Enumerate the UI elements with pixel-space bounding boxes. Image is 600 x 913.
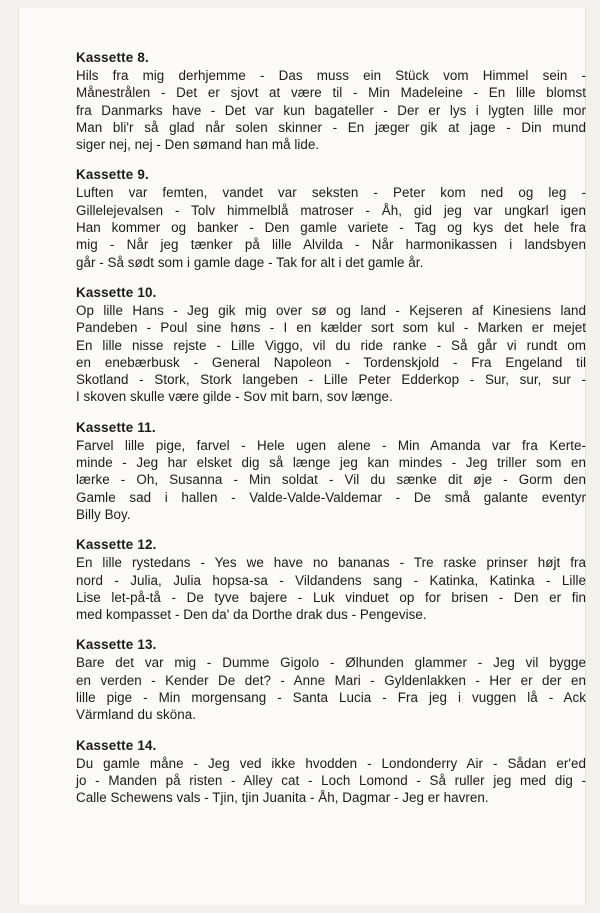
cassette-heading: Kassette 8.	[76, 50, 149, 65]
song-list-line: minde - Jeg har elsket dig så længe jeg kan mindes - Jeg triller som en	[76, 455, 586, 471]
song-list-line: nord - Julia, Julia hopsa-sa - Vildandens sang - Katinka, Katinka - Lille	[76, 572, 586, 588]
cassette-heading: Kassette 12.	[76, 537, 157, 553]
song-list-line: fra Danmarks have - Det var kun bagateller - Der er lys i lygten lille mor	[76, 102, 586, 118]
cassette-section	[76, 536, 586, 623]
song-list-line: en verden - Kender De det? - Anne Mari - Gyldenlakken - Her er der en	[76, 672, 586, 688]
song-list-line: Billy Boy.	[76, 506, 131, 522]
song-list-line: Farvel lille pige, farvel - Hele ugen alene - Min Amanda var fra Kerte-	[76, 437, 586, 453]
song-list-line: jo - Manden på risten - Alley cat - Loch Lomond - Så ruller jeg med dig -	[76, 772, 586, 788]
song-list-line: En lille rystedans - Yes we have no bananas - Tre raske prinser højt fra	[76, 555, 586, 571]
song-list-line: Månestrålen - Det er sjovt at være til - Min Madeleine - En lille blomst	[76, 85, 586, 101]
song-list-line: Lise let-på-tå - De tyve bajere - Luk vinduet op for brisen - Den er fin	[76, 589, 586, 605]
song-list-line: med kompasset - Den da' da Dorthe drak dus - Pengevise.	[76, 607, 427, 623]
cassette-section	[76, 419, 586, 523]
song-list-line: Skotland - Stork, Stork langeben - Lille Peter Edderkop - Sur, sur, sur -	[76, 372, 586, 388]
song-list-line: Op lille Hans - Jeg gik mig over sø og land - Kejseren af Kinesiens land	[76, 302, 586, 318]
cassette-section	[76, 49, 586, 153]
song-list-line: går - Så sødt som i gamle dage - Tak for alt i det gamle år.	[76, 254, 424, 270]
song-list-line: Bare det var mig - Dumme Gigolo - Ølhunden glammer - Jeg vil bygge	[76, 655, 586, 671]
song-list-line: siger nej, nej - Den sømand han må lide.	[76, 137, 320, 153]
song-list-line: Gamle sad i hallen - Valde-Valde-Valdemar - De små galante eventyr	[76, 489, 586, 505]
cassette-heading: Kassette 10.	[76, 284, 157, 300]
song-list-line: lærke - Oh, Susanna - Min soldat - Vil du sænke dit øje - Gorm den	[76, 472, 586, 488]
song-list-line: Luften var femten, vandet var seksten - Peter kom ned og leg -	[76, 185, 586, 201]
cassette-heading: Kassette 11.	[76, 419, 156, 435]
song-list-line: I skoven skulle være gilde - Sov mit barn, sov længe.	[76, 389, 393, 405]
cassette-section	[76, 166, 586, 270]
cassette-heading: Kassette 14.	[76, 737, 157, 753]
cassette-heading: Kassette 9.	[76, 167, 149, 183]
song-list-line: en enebærbusk - General Napoleon - Tordenskjold - Fra Engeland til	[76, 354, 586, 370]
song-list-line: En lille nisse rejste - Lille Viggo, vil du ride ranke - Så går vi rundt om	[76, 337, 586, 353]
song-list-line: Gillelejevalsen - Tolv himmelblå matroser - Åh, gid jeg var ungkarl igen	[76, 202, 586, 218]
song-list-line: Han kommer og banker - Den gamle variete - Tag og kys det hele fra	[76, 220, 586, 236]
cassette-section	[76, 737, 586, 807]
song-list-line: mig - Når jeg tænker på lille Alvilda - Når harmonikassen i landsbyen	[76, 237, 586, 253]
cassette-heading: Kassette 13.	[76, 637, 157, 653]
song-list-line: Du gamle måne - Jeg ved ikke hvodden - Londonderry Air - Sådan er'ed	[76, 755, 586, 771]
song-list-line: Calle Schewens vals - Tjin, tjin Juanita - Åh, Dagmar - Jeg er havren.	[76, 790, 489, 806]
song-list-line: lille pige - Min morgensang - Santa Lucia - Fra jeg i vuggen lå - Ack	[76, 690, 586, 706]
cassette-section	[76, 284, 586, 406]
song-list-line: Värmland du sköna.	[76, 707, 196, 723]
track-list	[76, 49, 586, 820]
cassette-section	[76, 636, 586, 723]
song-list-line: Man bli'r så glad når solen skinner - En jæger gik at jage - Din mund	[76, 119, 586, 135]
song-list-line: Hils fra mig derhjemme - Das muss ein Stück vom Himmel sein -	[76, 68, 586, 83]
song-list-line: Pandeben - Poul sine høns - I en kælder sort som kul - Marken er mejet	[76, 320, 586, 336]
booklet-page	[18, 8, 586, 905]
